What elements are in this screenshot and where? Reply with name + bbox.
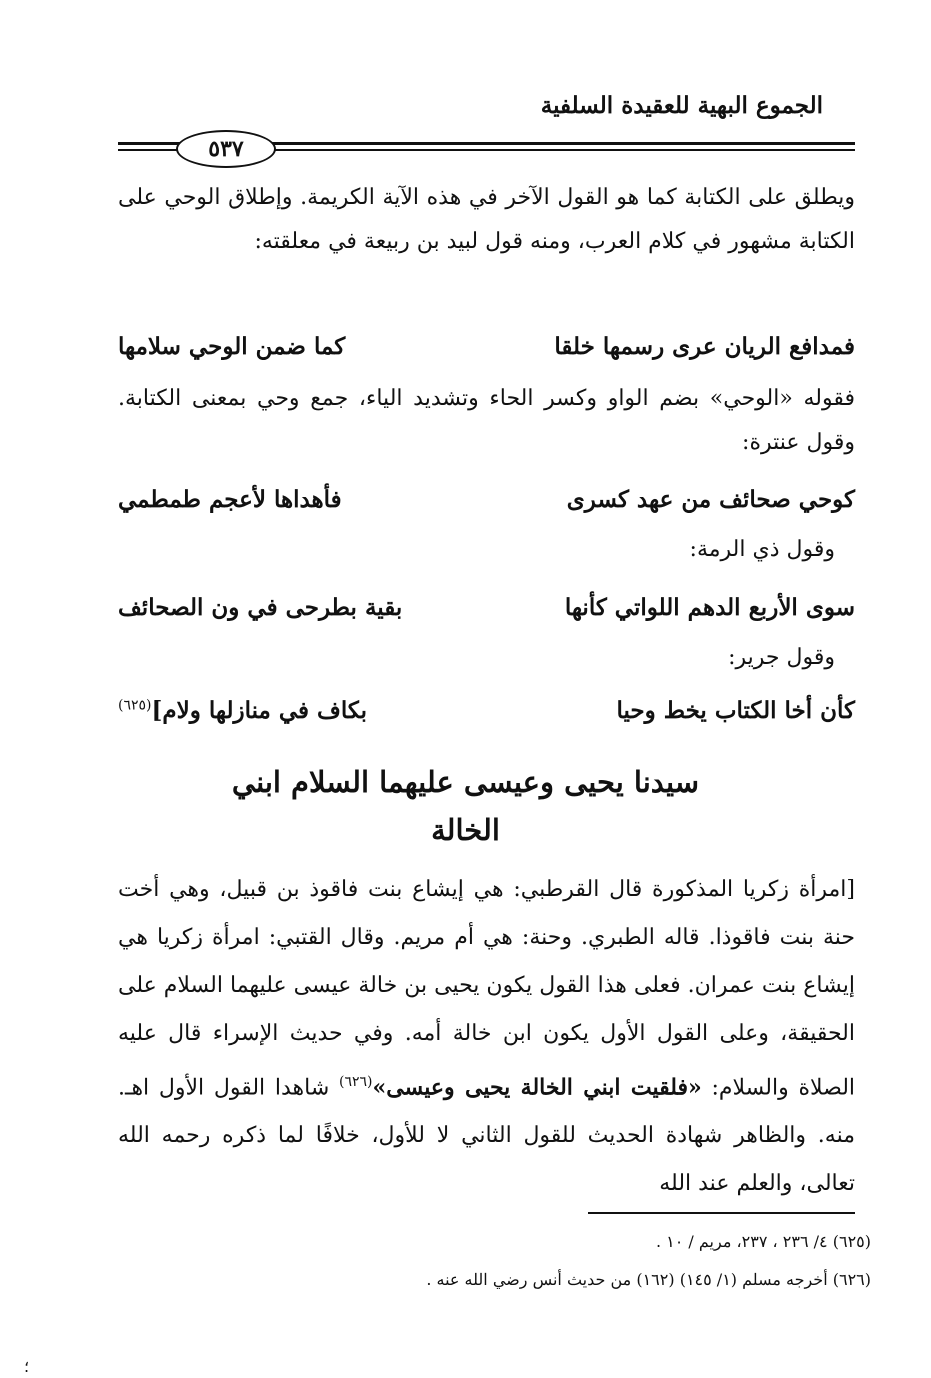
- poem-verse-2: [118, 486, 855, 526]
- poem-verse-4: [118, 697, 855, 737]
- running-header-title: الجموع البهية للعقيدة السلفية: [540, 92, 823, 119]
- footnote-626: (٦٢٦) أخرجه مسلم (١/ ١٤٥) (١٦٢) من حديث أنس رضي الله عنه .: [426, 1270, 871, 1289]
- verse-2-second-hemistich: فأهداها لأعجم طمطمي: [118, 486, 342, 513]
- corner-mark: ؛: [24, 1357, 30, 1376]
- verse-1-first-hemistich: فمدافع الريان عرى رسمها خلقا: [554, 333, 855, 360]
- paragraph-5: [118, 866, 855, 1208]
- verse-3-intro: وقول ذي الرمة:: [689, 537, 835, 562]
- footnote-separator: [588, 1212, 855, 1214]
- footnote-ref-625: (٦٢٥): [118, 697, 152, 714]
- verse-4-intro: وقول جرير:: [728, 645, 835, 670]
- footnote-625: (٦٢٥) ٤/ ٢٣٦ ، ٢٣٧، مريم / ١٠ .: [655, 1232, 871, 1251]
- paragraph-1: ويطلق على الكتابة كما هو القول الآخر في هذه الآية الكريمة. وإطلاق الوحي على الكتابة مشهور في كلام العرب، ومنه قول لبيد بن ربيعة في معلقته:: [118, 185, 855, 254]
- verse-3-second-hemistich: بقية بطرحى في ون الصحائف: [118, 594, 403, 621]
- footnote-ref-626: (٦٢٦): [339, 1074, 373, 1090]
- verse-4-second-hemistich: [118, 697, 367, 724]
- verse-3-first-hemistich: سوى الأربع الدهم اللواتي كأنها: [564, 594, 855, 621]
- hadith-quote: «فلقيت ابني الخالة يحيى وعيسى»: [372, 1074, 702, 1101]
- poem-verse-3: [118, 594, 855, 634]
- header-rule: [118, 128, 855, 168]
- verse-1-second-hemistich: كما ضمن الوحي سلامها: [118, 333, 346, 360]
- poem-verse-1: [118, 333, 855, 373]
- verse-4-first-hemistich: كأن أخا الكتاب يخط وحيا: [616, 697, 855, 724]
- page-number: ٥٣٧: [176, 130, 276, 168]
- verse-4-second-text: بكاف في منازلها ولام]: [151, 697, 367, 724]
- section-heading-line-1: سيدنا يحيى وعيسى عليهما السلام ابني: [231, 765, 700, 799]
- section-heading-line-2: الخالة: [431, 813, 500, 847]
- paragraph-2: فقوله «الوحي» بضم الواو وكسر الحاء وتشديد الياء، جمع وحي بمعنى الكتابة. وقول عنترة:: [118, 386, 855, 455]
- section-heading: [150, 758, 781, 854]
- paragraph-5-part-2: شاهدا القول الأول اهـ. منه. والظاهر شهادة الحديث للقول الثاني لا للأول، خلافًا لما ذكره رحمه الله تعالى، والعلم عند الله: [118, 1075, 855, 1197]
- verse-2-first-hemistich: كوحي صحائف من عهد كسرى: [566, 486, 855, 513]
- paragraph-5-part-1: [امرأة زكريا المذكورة قال القرطبي: هي إيشاع بنت فاقوذ بن قبيل، وهي أخت حنة بنت فاقوذا. قاله الطبري. وحنة: هي أم مريم. وقال القتبي: امرأة زكريا هي إيشاع بنت عمران. فعلى هذا القول يكون يحيى بن خالة عيسى عليهما السلام على الحقيقة، وعلى القول الأول يكون ابن خالة أمه. وفي حديث الإسراء قال عليه الصلاة والسلام:: [118, 877, 856, 1101]
